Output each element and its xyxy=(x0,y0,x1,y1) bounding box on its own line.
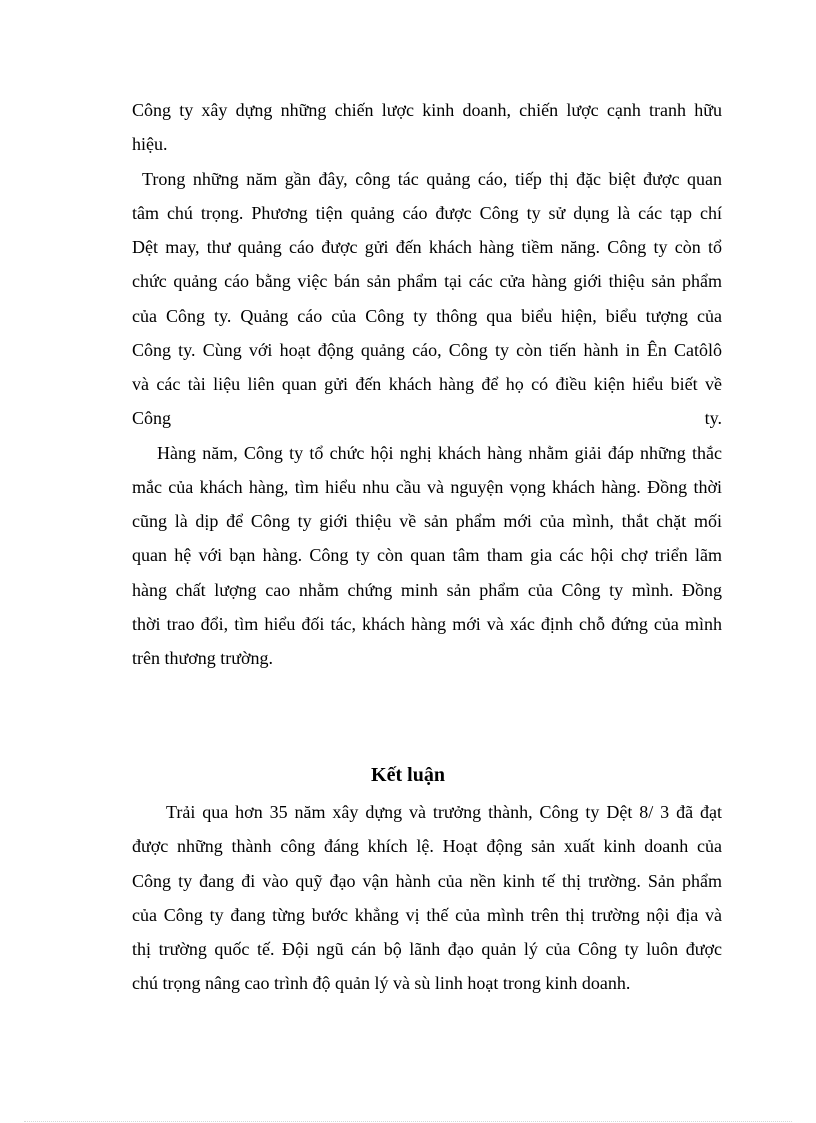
paragraph-2-line-4: chức quảng cáo bằng việc bán sản phẩm tại các cửa hàng giới thiệu sản phẩm xyxy=(132,271,722,291)
paragraph-2-split-right: ty. xyxy=(704,408,722,428)
paragraph-2-line-3: Dệt may, thư quảng cáo được gửi đến khách hàng tiềm năng. Công ty còn tổ xyxy=(132,237,722,257)
paragraph-2-line-5: của Công ty. Quảng cáo của Công ty thông qua biểu hiện, biểu tượng của xyxy=(132,306,722,326)
paragraph-3-line-7: trên thương trường. xyxy=(132,648,274,668)
conclusion-heading: Kết luận xyxy=(371,764,445,786)
paragraph-2-line-6: Công ty. Cùng với hoạt động quảng cáo, Công ty còn tiến hành in Ên Catôlô xyxy=(132,340,722,360)
conclusion-line-3: Công ty đang đi vào quỹ đạo vận hành của nền kinh tế thị trường. Sản phẩm xyxy=(132,871,722,891)
paragraph-3-line-6: thời trao đổi, tìm hiểu đối tác, khách hàng mới và xác định chỗ đứng của mình xyxy=(132,614,722,634)
paragraph-3-line-1: Hàng năm, Công ty tổ chức hội nghị khách hàng nhằm giải đáp những thắc xyxy=(157,443,722,463)
conclusion-line-2: được những thành công đáng khích lệ. Hoạt động sản xuất kinh doanh của xyxy=(132,836,722,856)
paragraph-3-line-4: quan hệ với bạn hàng. Công ty còn quan tâm tham gia các hội chợ triển lãm xyxy=(132,545,722,565)
paragraph-2-line-1: Trong những năm gần đây, công tác quảng cáo, tiếp thị đặc biệt được quan xyxy=(142,169,722,189)
conclusion-line-1: Trải qua hơn 35 năm xây dựng và trưởng thành, Công ty Dệt 8/ 3 đã đạt xyxy=(166,802,722,822)
conclusion-line-4: của Công ty đang từng bước khẳng vị thế của mình trên thị trường nội địa và xyxy=(132,905,722,925)
paragraph-3-line-5: hàng chất lượng cao nhằm chứng minh sản phẩm của Công ty mình. Đồng xyxy=(132,580,722,600)
paragraph-2-line-7: và các tài liệu liên quan gửi đến khách hàng để họ có điều kiện hiểu biết về xyxy=(132,374,722,394)
paragraph-2-line-2: tâm chú trọng. Phương tiện quảng cáo được Công ty sử dụng là các tạp chí xyxy=(132,203,722,223)
page-bottom-divider xyxy=(24,1121,792,1122)
paragraph-2-split-left: Công xyxy=(132,408,172,428)
conclusion-line-6: chú trọng nâng cao trình độ quản lý và sù linh hoạt trong kinh doanh. xyxy=(132,973,631,993)
conclusion-line-5: thị trường quốc tế. Đội ngũ cán bộ lãnh đạo quản lý của Công ty luôn được xyxy=(132,939,722,959)
paragraph-1-line-2: hiệu. xyxy=(132,134,168,154)
paragraph-3-line-3: cũng là dịp để Công ty giới thiệu về sản phẩm mới của mình, thắt chặt mối xyxy=(132,511,722,531)
paragraph-3-line-2: mắc của khách hàng, tìm hiểu nhu cầu và nguyện vọng khách hàng. Đồng thời xyxy=(132,477,722,497)
paragraph-1-line-1: Công ty xây dựng những chiến lược kinh doanh, chiến lược cạnh tranh hữu xyxy=(132,100,722,120)
